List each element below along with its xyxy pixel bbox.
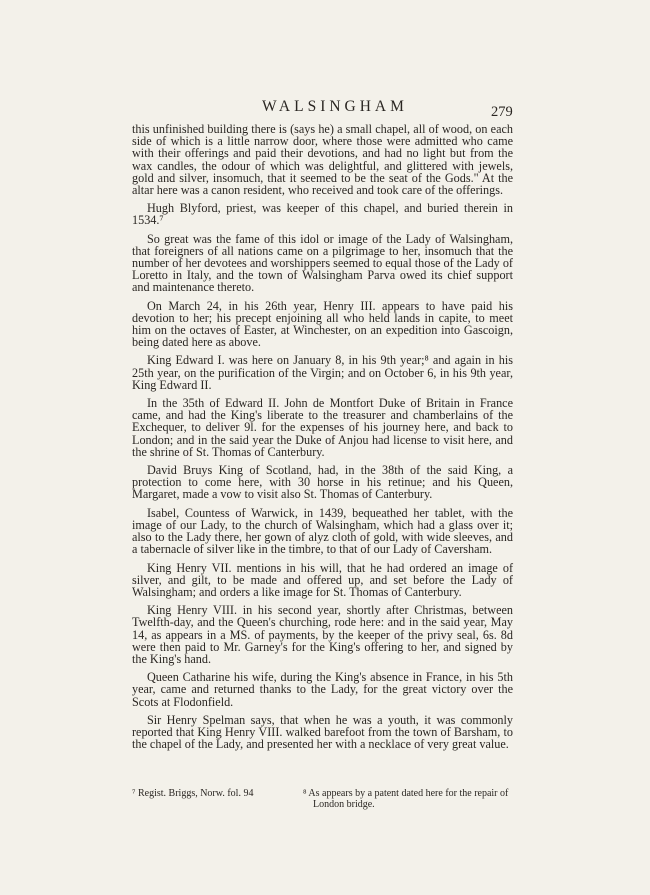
paragraph: In the 35th of Edward II. John de Montfort Duke of Britain in France came, and had the King's liberate to the treasurer and chamberlains of the Exchequer, to deliver 9l. for the expenses of his journey here, and back to London; and in the said year the Duke of Anjou had license to visit here, and the shrine of St. Thomas of Canterbury.: [132, 396, 513, 459]
paragraph: King Henry VIII. in his second year, shortly after Christmas, between Twelfth-day, and the Queen's churching, rode here: and in the said year, May 14, as appears in a MS. of payments, by the keeper of the privy seal, 6s. 8d were then paid to Mr. Garney's for the King's offering to her, and signed by the King's hand.: [132, 603, 513, 666]
running-head: WALSINGHAM: [262, 98, 408, 115]
paragraph: King Henry VII. mentions in his will, that he had ordered an image of silver, and gilt, to be made and offered up, and set before the Lady of Walsingham; and orders a like image for St. Thomas of Canterbury.: [132, 560, 513, 599]
paragraph: On March 24, in his 26th year, Henry III. appears to have paid his devotion to her; his precept enjoining all who held lands in capite, to meet him on the octaves of Easter, at Winchester, on an expedition into Gascoign, being dated here as above.: [132, 298, 513, 350]
paragraph: David Bruys King of Scotland, had, in the 38th of the said King, a protection to come here, with 30 horse in his retinue; and his Queen, Margaret, made a vow to visit also St. Thomas of Canterbury.: [132, 463, 513, 502]
paragraph: Queen Catharine his wife, during the King's absence in France, in his 5th year, came and returned thanks to the Lady, for the great victory over the Scots at Flodonfield.: [132, 670, 513, 709]
paragraph: Isabel, Countess of Warwick, in 1439, bequeathed her tablet, with the image of our Lady, to the church of Walsingham, which had a glass over it; also to the Lady there, her gown of alyz cloth of gold, with wide sleeves, and a tabernacle of silver like in the timbre, to that of our Lady of Caversham.: [132, 505, 513, 557]
paragraph: Sir Henry Spelman says, that when he was a youth, it was commonly reported that King Henry VIII. walked barefoot from the town of Barsham, to the chapel of the Lady, and presented her with a necklace of very great value.: [132, 712, 513, 752]
paragraph: this unfinished building there is (says he) a small chapel, all of wood, on each side of which is a little narrow door, where those were admitted who came with their offerings and paid their devotions, and had no light but from the wax candles, the odour of which was delightful, and glittered with jewels, gold and silver, insomuch, that it seemed to be the seat of the Gods." At the altar here was a canon resident, who received and took care of the offerings.: [132, 122, 513, 198]
footnote-7: ⁷ Regist. Briggs, Norw. fol. 94: [132, 788, 254, 799]
footnote-8: ⁸ As appears by a patent dated here for the repair of London bridge.: [303, 788, 509, 810]
body-text: [132, 123, 513, 756]
page-number: 279: [491, 104, 513, 120]
paragraph: So great was the fame of this idol or image of the Lady of Walsingham, that foreigners of all nations came on a pilgrimage to her, insomuch that the number of her devotees and worshippers seemed to equal those of the Lady of Loretto in Italy, and the town of Walsingham Parva owed its chief support and maintenance thereto.: [132, 231, 513, 295]
paragraph: King Edward I. was here on January 8, in his 9th year;⁸ and again in his 25th year, on the purification of the Virgin; and on October 6, in his 9th year, King Edward II.: [132, 353, 513, 392]
footnotes: [132, 788, 513, 810]
paragraph: Hugh Blyford, priest, was keeper of this chapel, and buried therein in 1534.⁷: [132, 201, 513, 228]
